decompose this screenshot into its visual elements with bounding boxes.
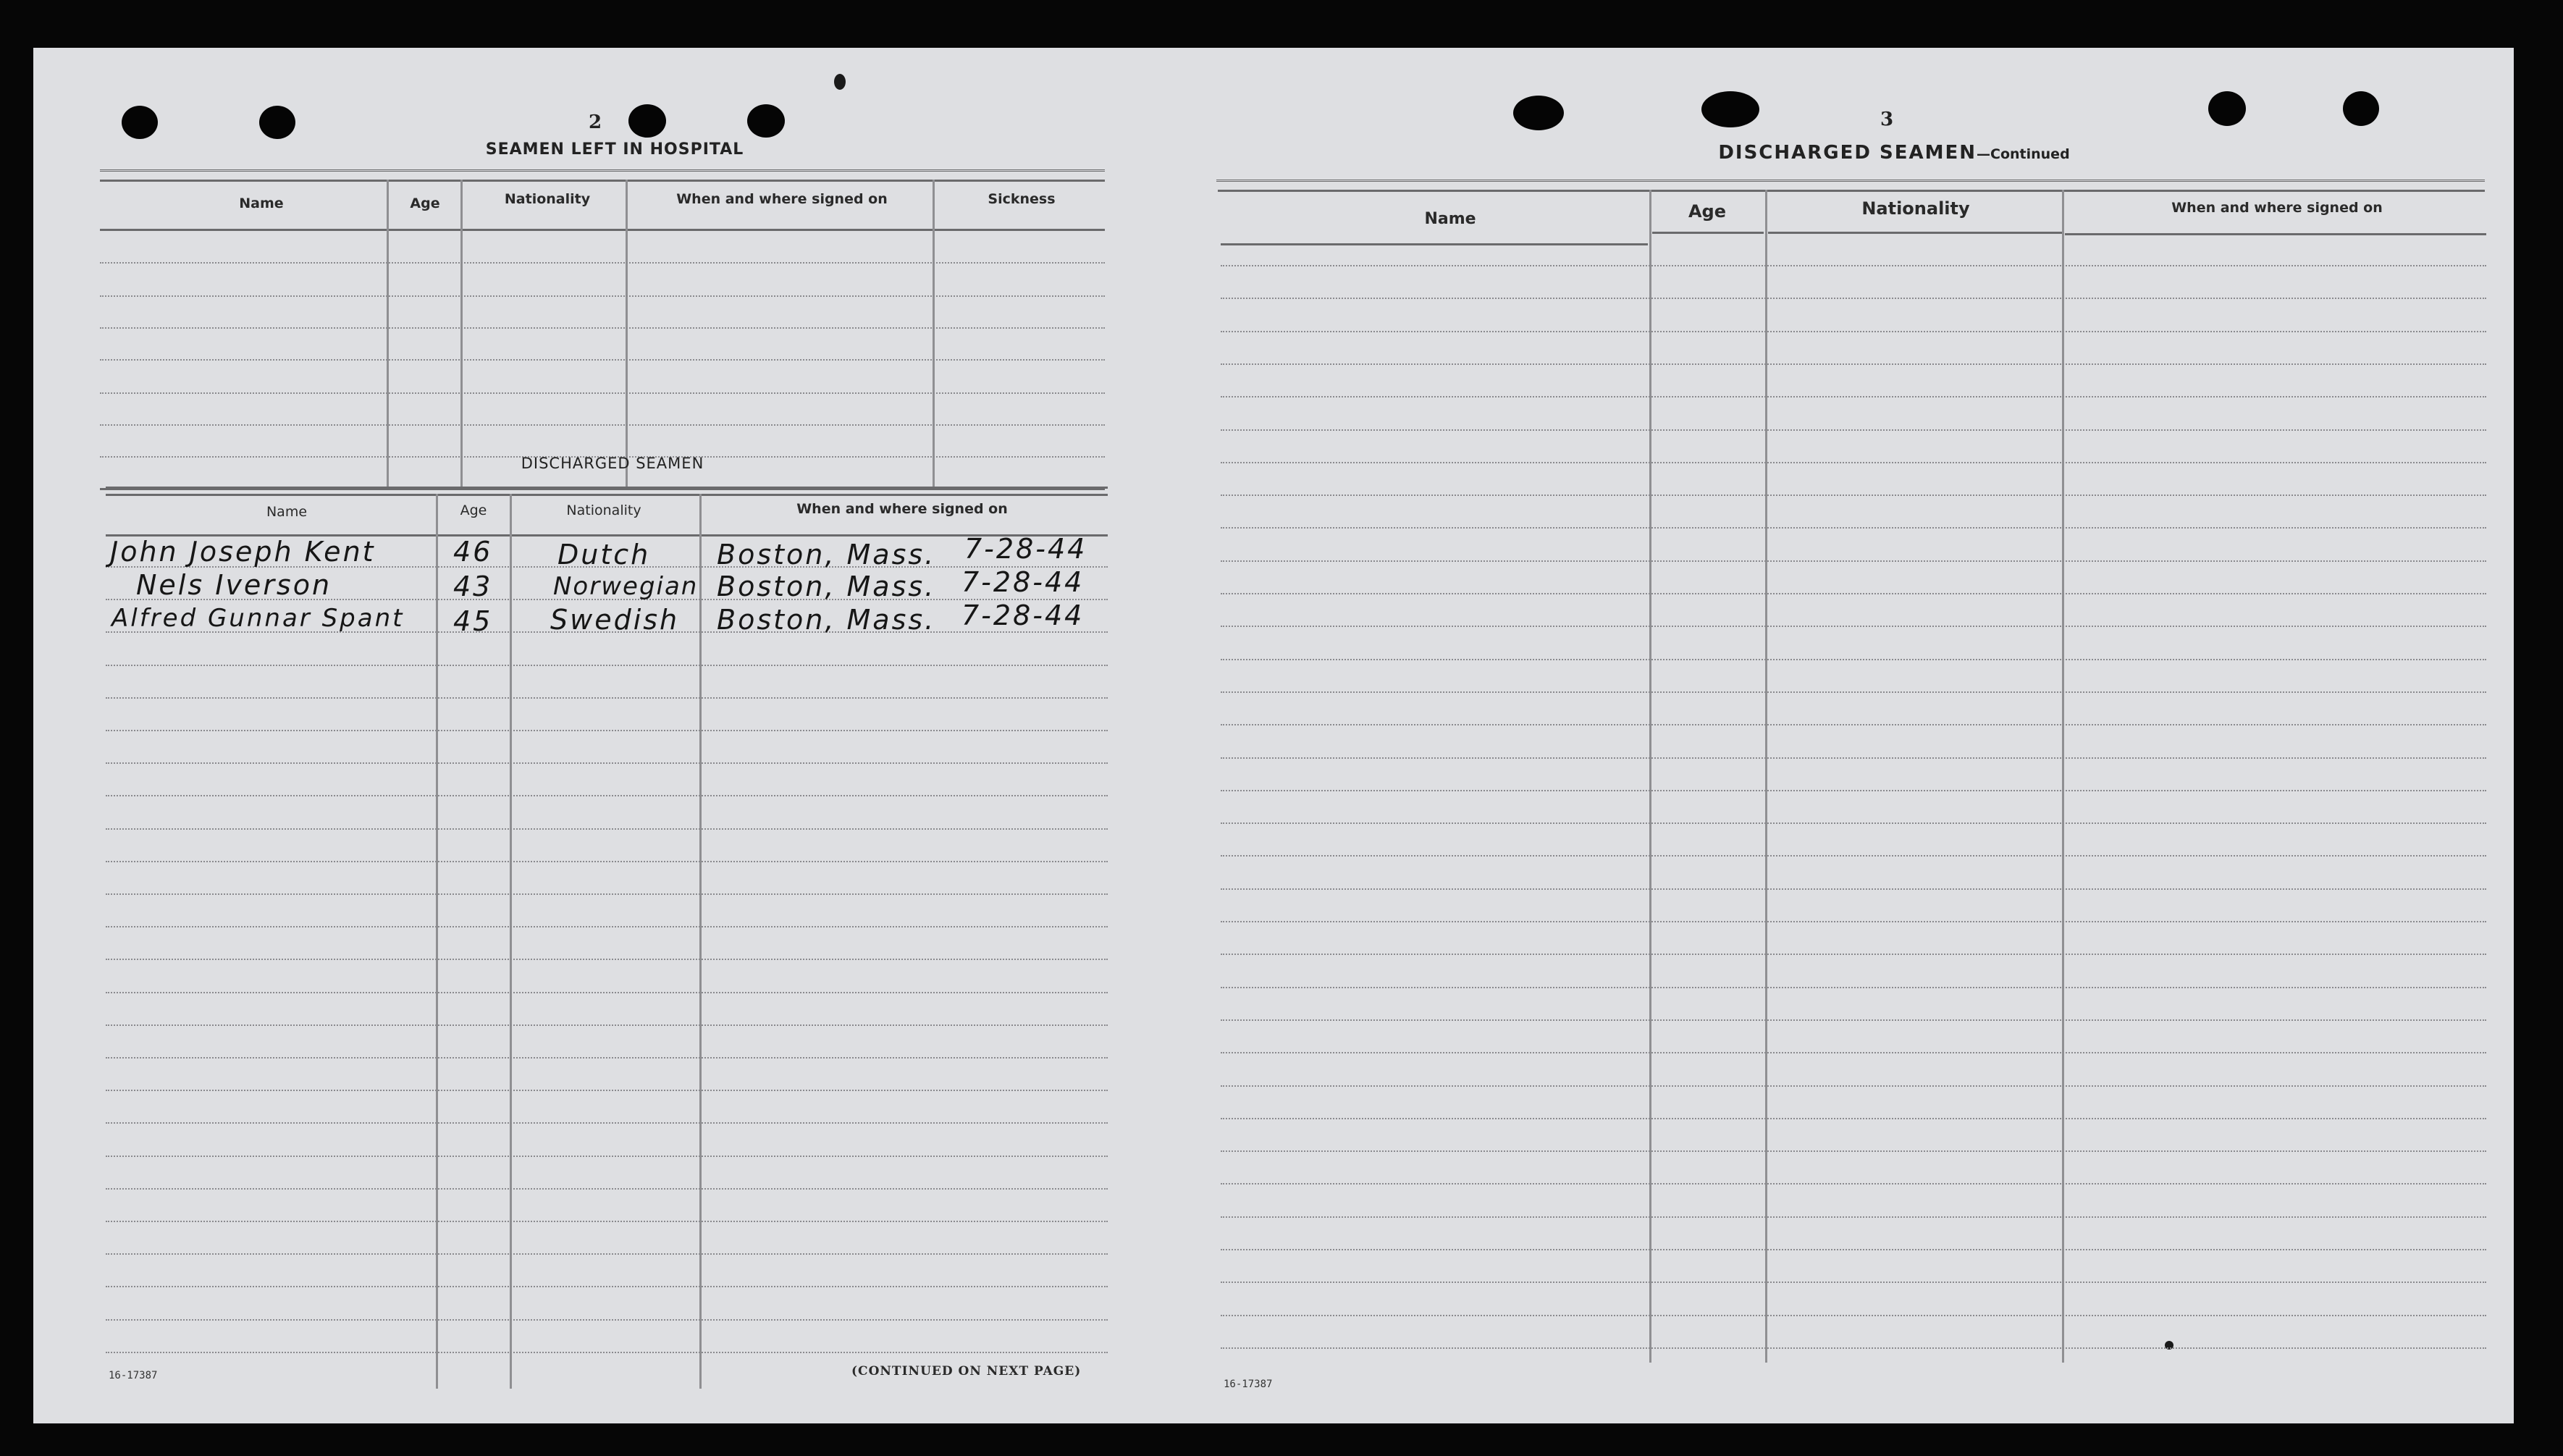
entry-line [106, 1156, 1108, 1157]
title-suffix: —Continued [1977, 146, 2070, 162]
punch-hole [1513, 96, 1564, 130]
signed-on-place: Boston, Mass. [717, 604, 936, 636]
punch-hole [2343, 91, 2379, 126]
entry-line [1221, 822, 2486, 824]
entry-line [1221, 724, 2486, 725]
seaman-age: 46 [453, 536, 493, 568]
entry-line [1221, 396, 2486, 397]
rule [1652, 232, 1764, 234]
rule [2065, 233, 2486, 235]
rule [100, 180, 1105, 182]
entry-line [1221, 462, 2486, 463]
punch-hole [1701, 91, 1759, 127]
entry-line [100, 359, 1105, 361]
seaman-nationality: Norwegian [553, 572, 699, 601]
col-divider [626, 180, 628, 488]
discharged-col-signed-on: When and where signed on [796, 501, 1008, 517]
discharged-col-name: Name [266, 504, 308, 520]
entry-line [106, 893, 1108, 895]
entry-line [1221, 1052, 2486, 1053]
discharged-col-age: Age [460, 502, 487, 518]
entry-line [106, 697, 1108, 699]
punch-hole [628, 104, 666, 138]
entry-line [106, 1122, 1108, 1124]
col-divider [933, 180, 935, 488]
hospital-col-name: Name [239, 195, 284, 211]
entry-line [1221, 527, 2486, 529]
signed-on-date: 7-28-44 [961, 566, 1085, 598]
rule [106, 494, 1108, 496]
entry-line [1221, 626, 2486, 627]
seaman-name: John Joseph Kent [110, 536, 376, 568]
entry-line [106, 1090, 1108, 1091]
punch-hole [747, 104, 785, 138]
seaman-age: 43 [453, 571, 493, 602]
right-col-signed-on: When and where signed on [2171, 200, 2383, 216]
entry-line [106, 861, 1108, 862]
document-sheet [33, 48, 2514, 1423]
entry-line [1221, 954, 2486, 955]
entry-line [1221, 265, 2486, 266]
entry-line [1221, 888, 2486, 890]
signed-on-date: 7-28-44 [964, 533, 1087, 565]
entry-line [1221, 1118, 2486, 1119]
discharged-section-title-visible: DISCHARGED SEAMEN [521, 455, 704, 472]
entry-line [106, 1253, 1108, 1255]
entry-line [1221, 1216, 2486, 1218]
hospital-col-signed-on: When and where signed on [676, 191, 888, 207]
entry-line [100, 295, 1105, 297]
entry-line [106, 730, 1108, 731]
col-divider [460, 180, 463, 488]
entry-line [106, 1057, 1108, 1059]
ink-speck [834, 74, 846, 90]
entry-line [106, 665, 1108, 666]
right-col-age: Age [1688, 201, 1727, 222]
punch-hole [2208, 91, 2246, 126]
hospital-col-sickness: Sickness [988, 191, 1056, 207]
entry-line [1221, 790, 2486, 791]
entry-line [1221, 855, 2486, 857]
entry-line [106, 795, 1108, 796]
entry-line [106, 828, 1108, 830]
seaman-name: Alfred Gunnar Spant [111, 604, 405, 633]
entry-line [1221, 659, 2486, 660]
right-col-name: Name [1424, 210, 1476, 228]
discharged-continued-title [1612, 142, 2176, 164]
entry-line [1221, 363, 2486, 365]
entry-line [1221, 1282, 2486, 1283]
col-divider [387, 180, 389, 488]
rule [1216, 180, 2485, 183]
entry-line [1221, 1315, 2486, 1316]
entry-line [106, 1352, 1108, 1353]
rule [100, 229, 1105, 231]
col-divider [2062, 190, 2064, 1363]
rule [1221, 243, 1648, 245]
form-number-left: 16-17387 [109, 1370, 158, 1381]
seaman-age: 45 [453, 605, 493, 637]
entry-line [1221, 987, 2486, 988]
rule [1218, 190, 2485, 192]
entry-line [1221, 429, 2486, 431]
entry-line [106, 992, 1108, 993]
punch-hole [259, 106, 295, 139]
seaman-nationality: Dutch [557, 539, 651, 571]
signed-on-date: 7-28-44 [961, 599, 1085, 631]
entry-line [1221, 691, 2486, 693]
entry-line [100, 424, 1105, 426]
entry-line [100, 262, 1105, 264]
punch-hole [122, 106, 158, 139]
seaman-name: Nels Iverson [136, 569, 332, 601]
title-main: DISCHARGED SEAMEN [1718, 142, 1977, 164]
signed-on-place: Boston, Mass. [717, 571, 936, 602]
entry-line [106, 959, 1108, 960]
discharged-col-nationality: Nationality [566, 502, 641, 518]
col-divider [1649, 190, 1651, 1363]
entry-line [106, 1319, 1108, 1321]
entry-line [1221, 1150, 2486, 1152]
page-number-right: 3 [1880, 109, 1894, 130]
entry-line [106, 926, 1108, 927]
entry-line [106, 762, 1108, 764]
entry-line [106, 1188, 1108, 1190]
entry-line [1221, 1347, 2486, 1349]
entry-line [1221, 298, 2486, 299]
seaman-nationality: Swedish [550, 604, 680, 636]
entry-line [1221, 593, 2486, 594]
continued-note: (CONTINUED ON NEXT PAGE) [851, 1364, 1082, 1379]
entry-line [106, 1024, 1108, 1026]
hospital-section-title: SEAMEN LEFT IN HOSPITAL [485, 140, 744, 159]
entry-line [100, 327, 1105, 329]
entry-line [1221, 1183, 2486, 1184]
rule [1768, 232, 2062, 234]
entry-line [1221, 921, 2486, 922]
entry-line [106, 1286, 1108, 1287]
rule [100, 169, 1105, 173]
entry-line [1221, 495, 2486, 496]
right-col-nationality: Nationality [1861, 198, 1970, 219]
entry-line [100, 392, 1105, 394]
entry-line [1221, 1085, 2486, 1087]
entry-line [1221, 331, 2486, 332]
entry-line [1221, 1249, 2486, 1250]
entry-line [1221, 1019, 2486, 1021]
entry-line [106, 1221, 1108, 1222]
hospital-col-age: Age [410, 195, 440, 211]
col-divider [1765, 190, 1767, 1363]
page-number-left: 2 [588, 111, 602, 133]
signed-on-place: Boston, Mass. [717, 539, 936, 571]
rule [106, 487, 1108, 489]
entry-line [1221, 757, 2486, 759]
hospital-col-nationality: Nationality [504, 191, 591, 207]
form-number-right: 16-17387 [1224, 1379, 1273, 1390]
entry-line [1221, 560, 2486, 562]
